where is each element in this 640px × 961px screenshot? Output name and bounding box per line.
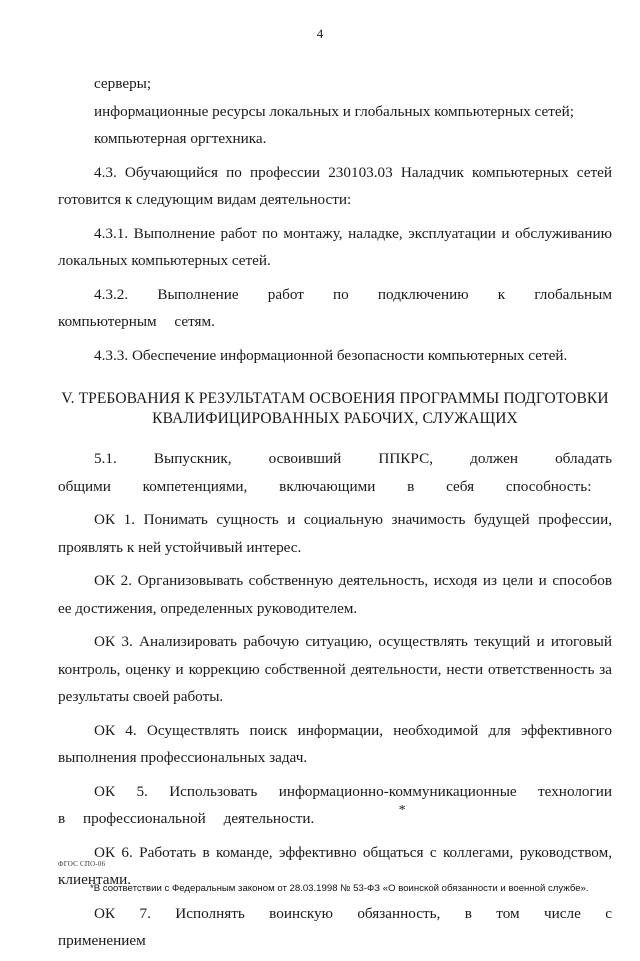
paragraph-4-3-1: 4.3.1. Выполнение работ по монтажу, наладке, эксплуатации и обслуживанию локальных компьютерных сетей. <box>58 224 612 269</box>
competency-ok5: ОК 5. Использовать информационно-коммуникационные технологии в профессиональной деятельности. <box>58 782 612 827</box>
list-item: компьютерная оргтехника. <box>94 130 267 147</box>
paragraph-4-3-3: 4.3.3. Обеспечение информационной безопасности компьютерных сетей. <box>94 346 568 364</box>
paragraph-4-3-2: 4.3.2. Выполнение работ по подключению к глобальным компьютерным сетям. <box>58 285 612 330</box>
body-text <box>58 70 612 961</box>
competency-ok4: ОК 4. Осуществлять поиск информации, необходимой для эффективного выполнения профессиональных задач. <box>58 721 612 766</box>
section-heading-line1: V. ТРЕБОВАНИЯ К РЕЗУЛЬТАТАМ ОСВОЕНИЯ ПРОГРАММЫ ПОДГОТОВКИ <box>61 390 609 407</box>
footnote-mark: * <box>398 803 405 818</box>
footnote: *В соответствии с Федеральным законом от 28.03.1998 № 53-ФЗ «О воинской обязанности и военной службе». <box>90 883 589 894</box>
competency-ok3: ОК 3. Анализировать рабочую ситуацию, осуществлять текущий и итоговый контроль, оценку и коррекцию собственной деятельности, нести ответственность за результаты своей работы. <box>58 633 612 705</box>
competency-ok7: ОК 7. Исполнять воинскую обязанность, в том числе с применением <box>58 904 612 949</box>
section-heading-line2: КВАЛИФИЦИРОВАННЫХ РАБОЧИХ, СЛУЖАЩИХ <box>152 410 518 427</box>
competency-ok1: ОК 1. Понимать сущность и социальную значимость будущей профессии, проявлять к ней устойчивый интерес. <box>58 511 612 556</box>
competency-ok2: ОК 2. Организовывать собственную деятельность, исходя из цели и способов ее достижения, определенных руководителем. <box>58 572 612 617</box>
paragraph-4-3: 4.3. Обучающийся по профессии 230103.03 Наладчик компьютерных сетей готовится к следующим видам деятельности: <box>58 163 612 208</box>
list-item: информационные ресурсы локальных и глобальных компьютерных сетей; <box>94 102 574 120</box>
document-code: ФГОС СПО-06 <box>58 860 106 868</box>
section-heading <box>58 389 612 429</box>
list-item: серверы; <box>94 75 152 92</box>
page-number: 4 <box>316 26 324 41</box>
paragraph-5-1: 5.1. Выпускник, освоивший ППКРС, должен обладать общими компетенциями, включающими в себя способность: <box>58 450 612 495</box>
competency-ok6: ОК 6. Работать в команде, эффективно общаться с коллегами, руководством, клиентами. <box>58 843 612 888</box>
